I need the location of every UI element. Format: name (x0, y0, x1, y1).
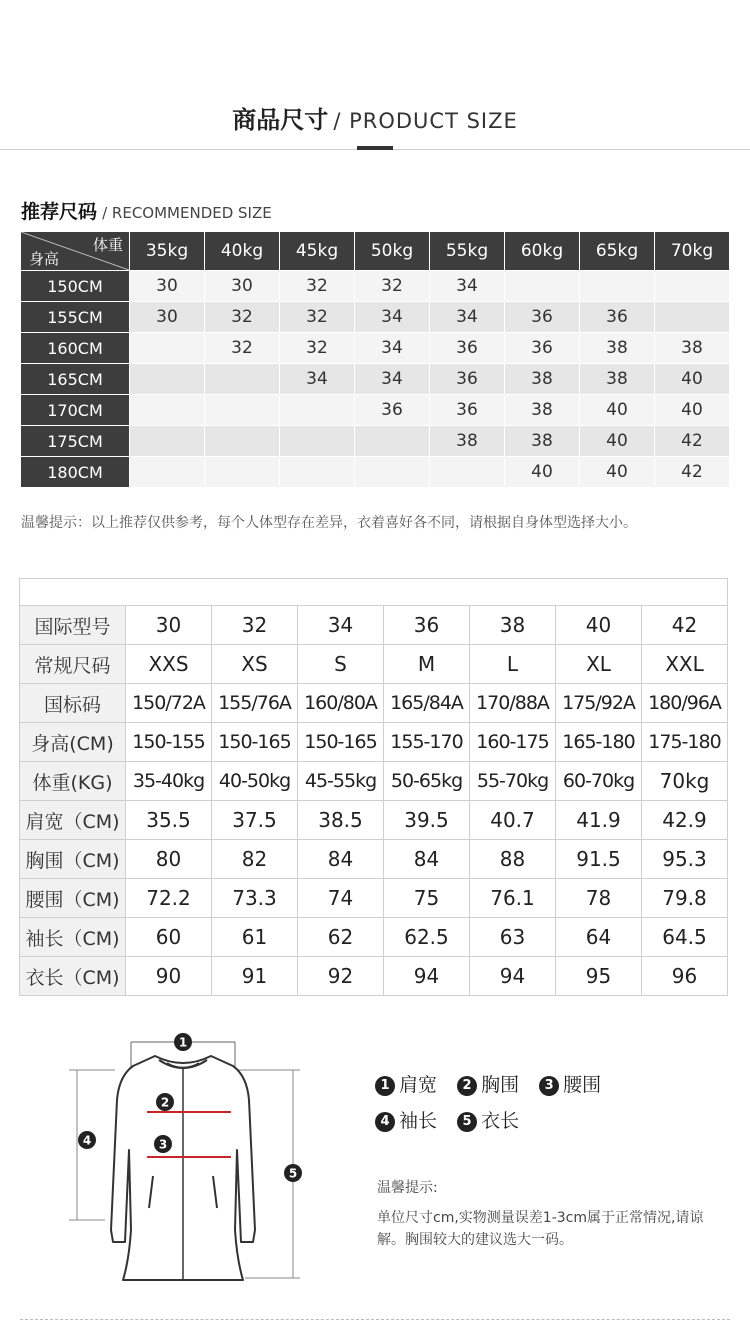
recommended-size-cell: 40 (655, 364, 730, 395)
marker-4-label: 4 (82, 1133, 92, 1148)
legend-num: 2 (457, 1076, 477, 1096)
recommended-size-cell (205, 426, 280, 457)
recommended-row (21, 364, 730, 395)
recommended-size-cell: 32 (280, 271, 355, 302)
size-row-label: 国际型号 (20, 606, 126, 645)
recommended-size-cell: 40 (580, 457, 655, 488)
legend-item-sleeve (375, 1103, 437, 1139)
size-value-cell: 35-40kg (126, 762, 212, 801)
measurement-note (377, 1177, 707, 1251)
recommended-size-cell: 32 (355, 271, 430, 302)
size-value-cell: 82 (212, 840, 298, 879)
size-value-cell: 150-155 (126, 723, 212, 762)
size-value-cell: 90 (126, 957, 212, 996)
recommended-size-cell: 40 (505, 457, 580, 488)
size-chart-table (19, 578, 728, 996)
header-title-en: / PRODUCT SIZE (333, 109, 518, 133)
recommended-row (21, 333, 730, 364)
size-value-cell: 170/88A (470, 684, 556, 723)
recommended-size-cell: 42 (655, 457, 730, 488)
size-value-cell: 70kg (642, 762, 728, 801)
size-value-cell: 150/72A (126, 684, 212, 723)
recommended-size-cell: 38 (430, 426, 505, 457)
recommended-size-cell: 38 (655, 333, 730, 364)
size-value-cell: 55-70kg (470, 762, 556, 801)
size-row (20, 918, 728, 957)
recommended-size-cell: 34 (430, 271, 505, 302)
recommended-title-zh: 推荐尺码 (21, 201, 98, 223)
recommended-size-cell (130, 426, 205, 457)
size-row (20, 645, 728, 684)
legend-label: 袖长 (399, 1110, 438, 1132)
recommended-row (21, 395, 730, 426)
weight-header-cell: 35kg (130, 232, 205, 271)
page-header (0, 100, 750, 135)
legend-num: 1 (375, 1076, 395, 1096)
recommended-size-cell (280, 426, 355, 457)
corner-height-label: 身高 (29, 250, 60, 268)
recommended-size-cell (130, 457, 205, 488)
size-value-cell: 64.5 (642, 918, 728, 957)
size-value-cell: 63 (470, 918, 556, 957)
recommended-size-cell: 38 (505, 426, 580, 457)
size-value-cell: 88 (470, 840, 556, 879)
height-header-cell: 165CM (21, 364, 130, 395)
legend-row-2 (375, 1103, 615, 1139)
corner-weight-label: 体重 (92, 236, 123, 254)
size-row (20, 684, 728, 723)
size-value-cell: 41.9 (556, 801, 642, 840)
recommended-size-cell: 36 (430, 395, 505, 426)
recommended-size-cell (130, 395, 205, 426)
recommended-size-cell (205, 457, 280, 488)
recommended-size-cell: 32 (205, 302, 280, 333)
recommended-size-cell (205, 395, 280, 426)
size-value-cell: 75 (384, 879, 470, 918)
recommended-size-cell: 36 (505, 302, 580, 333)
coat-measurement-diagram (55, 1030, 335, 1290)
recommended-row (21, 302, 730, 333)
recommended-size-cell (655, 271, 730, 302)
size-value-cell: 150-165 (298, 723, 384, 762)
recommended-size-cell (280, 395, 355, 426)
size-value-cell: 61 (212, 918, 298, 957)
weight-header-cell: 70kg (655, 232, 730, 271)
size-row-label: 胸围（CM) (20, 840, 126, 879)
recommended-size-cell: 34 (430, 302, 505, 333)
marker-3 (154, 1135, 172, 1153)
size-value-cell: 84 (298, 840, 384, 879)
recommended-size-cell: 36 (430, 333, 505, 364)
recommended-size-cell (655, 302, 730, 333)
size-value-cell: 95.3 (642, 840, 728, 879)
height-header-cell: 150CM (21, 271, 130, 302)
size-value-cell: 95 (556, 957, 642, 996)
measurement-legend (375, 1067, 615, 1139)
recommended-size-cell: 36 (430, 364, 505, 395)
size-value-cell: XL (556, 645, 642, 684)
size-row-label: 袖长（CM) (20, 918, 126, 957)
header-accent-bar (357, 146, 393, 150)
size-row-label: 衣长（CM) (20, 957, 126, 996)
size-value-cell: 160-175 (470, 723, 556, 762)
size-value-cell: 45-55kg (298, 762, 384, 801)
size-value-cell: 155/76A (212, 684, 298, 723)
recommended-size-cell: 30 (205, 271, 280, 302)
size-value-cell: 40.7 (470, 801, 556, 840)
marker-3-label: 3 (158, 1137, 168, 1152)
bottom-divider (20, 1319, 730, 1320)
size-value-cell: 180/96A (642, 684, 728, 723)
recommended-size-cell (130, 364, 205, 395)
size-value-cell: 42.9 (642, 801, 728, 840)
weight-header-cell: 55kg (430, 232, 505, 271)
note-body: 单位尺寸cm,实物测量误差1-3cm属于正常情况,请谅解。胸围较大的建议选大一码。 (377, 1210, 704, 1248)
size-value-cell: 72.2 (126, 879, 212, 918)
height-header-cell: 175CM (21, 426, 130, 457)
size-value-cell: 175/92A (556, 684, 642, 723)
size-value-cell: 50-65kg (384, 762, 470, 801)
height-header-cell: 155CM (21, 302, 130, 333)
recommended-size-cell (280, 457, 355, 488)
size-value-cell: 160/80A (298, 684, 384, 723)
marker-5-label: 5 (288, 1166, 298, 1181)
legend-row-1 (375, 1067, 615, 1103)
size-value-cell: 79.8 (642, 879, 728, 918)
marker-1 (174, 1033, 192, 1051)
marker-2-label: 2 (160, 1095, 170, 1110)
size-value-cell: 155-170 (384, 723, 470, 762)
legend-num: 5 (457, 1112, 477, 1132)
recommended-title (21, 197, 272, 224)
size-row-label: 肩宽（CM) (20, 801, 126, 840)
size-value-cell: 175-180 (642, 723, 728, 762)
marker-4 (78, 1131, 96, 1149)
size-row (20, 606, 728, 645)
size-value-cell: 91.5 (556, 840, 642, 879)
recommended-size-cell: 42 (655, 426, 730, 457)
height-header-cell: 180CM (21, 457, 130, 488)
recommended-size-cell: 36 (355, 395, 430, 426)
size-value-cell: 42 (642, 606, 728, 645)
legend-label: 胸围 (481, 1074, 520, 1096)
size-value-cell: 165/84A (384, 684, 470, 723)
recommended-size-cell: 34 (355, 364, 430, 395)
size-row (20, 762, 728, 801)
recommended-size-cell: 38 (580, 364, 655, 395)
size-row-label: 体重(KG) (20, 762, 126, 801)
size-value-cell: 36 (384, 606, 470, 645)
marker-2 (156, 1093, 174, 1111)
recommended-title-en: / RECOMMENDED SIZE (102, 204, 272, 222)
size-value-cell: 80 (126, 840, 212, 879)
size-blank-row (20, 579, 728, 606)
marker-1-label: 1 (178, 1035, 188, 1050)
recommended-size-cell: 30 (130, 271, 205, 302)
legend-label: 腰围 (563, 1074, 602, 1096)
size-blank-cell (20, 579, 728, 606)
size-value-cell: 62 (298, 918, 384, 957)
size-value-cell: S (298, 645, 384, 684)
height-header-cell: 160CM (21, 333, 130, 364)
marker-5 (284, 1164, 302, 1182)
recommended-size-cell: 40 (655, 395, 730, 426)
recommended-size-cell: 32 (280, 302, 355, 333)
recommended-row (21, 271, 730, 302)
recommended-size-cell (580, 271, 655, 302)
size-value-cell: 39.5 (384, 801, 470, 840)
size-value-cell: 73.3 (212, 879, 298, 918)
weight-header-cell: 40kg (205, 232, 280, 271)
recommended-size-cell: 34 (355, 333, 430, 364)
size-value-cell: 78 (556, 879, 642, 918)
recommended-size-table (21, 232, 730, 488)
size-row (20, 957, 728, 996)
recommended-size-cell (205, 364, 280, 395)
legend-num: 4 (375, 1112, 395, 1132)
size-value-cell: 91 (212, 957, 298, 996)
size-value-cell: 92 (298, 957, 384, 996)
recommended-size-cell: 32 (280, 333, 355, 364)
size-value-cell: 64 (556, 918, 642, 957)
weight-header-cell: 60kg (505, 232, 580, 271)
size-value-cell: 74 (298, 879, 384, 918)
size-value-cell: 60-70kg (556, 762, 642, 801)
legend-item-chest (457, 1067, 519, 1103)
recommended-row (21, 457, 730, 488)
size-row-label: 国标码 (20, 684, 126, 723)
size-row (20, 879, 728, 918)
size-value-cell: 165-180 (556, 723, 642, 762)
size-value-cell: 60 (126, 918, 212, 957)
size-value-cell: XXL (642, 645, 728, 684)
recommended-size-cell: 40 (580, 426, 655, 457)
size-value-cell: 76.1 (470, 879, 556, 918)
size-value-cell: 38.5 (298, 801, 384, 840)
recommended-size-cell (355, 426, 430, 457)
legend-label: 肩宽 (399, 1074, 438, 1096)
legend-item-waist (539, 1067, 601, 1103)
recommended-header-row (21, 232, 730, 271)
size-row-label: 腰围（CM) (20, 879, 126, 918)
recommended-size-cell: 36 (505, 333, 580, 364)
recommended-size-cell: 30 (130, 302, 205, 333)
size-value-cell: 96 (642, 957, 728, 996)
recommended-size-cell: 34 (355, 302, 430, 333)
size-value-cell: 40 (556, 606, 642, 645)
size-value-cell: 35.5 (126, 801, 212, 840)
size-value-cell: XS (212, 645, 298, 684)
size-row-label: 常规尺码 (20, 645, 126, 684)
size-value-cell: 150-165 (212, 723, 298, 762)
recommended-size-cell: 38 (505, 364, 580, 395)
size-value-cell: 84 (384, 840, 470, 879)
recommended-row (21, 426, 730, 457)
size-value-cell: 40-50kg (212, 762, 298, 801)
weight-header-cell: 45kg (280, 232, 355, 271)
recommended-size-cell: 32 (205, 333, 280, 364)
size-value-cell: XXS (126, 645, 212, 684)
coat-drawing (55, 1030, 335, 1290)
size-value-cell: 30 (126, 606, 212, 645)
size-value-cell: 37.5 (212, 801, 298, 840)
size-value-cell: L (470, 645, 556, 684)
size-value-cell: 32 (212, 606, 298, 645)
note-title: 温馨提示: (377, 1180, 438, 1196)
legend-label: 衣长 (481, 1110, 520, 1132)
size-row-label: 身高(CM) (20, 723, 126, 762)
recommended-size-cell: 38 (580, 333, 655, 364)
recommended-size-cell: 40 (580, 395, 655, 426)
weight-header-cell: 50kg (355, 232, 430, 271)
header-title-zh: 商品尺寸 (232, 106, 329, 134)
recommended-tip: 温馨提示：以上推荐仅供参考，每个人体型存在差异，衣着喜好各不同，请根据自身体型选择大小。 (21, 515, 637, 531)
legend-item-length (457, 1103, 519, 1139)
legend-item-shoulder (375, 1067, 437, 1103)
legend-num: 3 (539, 1076, 559, 1096)
weight-header-cell: 65kg (580, 232, 655, 271)
size-row (20, 801, 728, 840)
size-row (20, 723, 728, 762)
recommended-size-cell (505, 271, 580, 302)
size-value-cell: M (384, 645, 470, 684)
recommended-corner-cell (21, 232, 130, 271)
size-row (20, 840, 728, 879)
recommended-size-cell (130, 333, 205, 364)
recommended-size-cell: 34 (280, 364, 355, 395)
recommended-size-cell: 36 (580, 302, 655, 333)
recommended-size-cell (430, 457, 505, 488)
size-value-cell: 94 (384, 957, 470, 996)
recommended-size-cell: 38 (505, 395, 580, 426)
height-header-cell: 170CM (21, 395, 130, 426)
size-value-cell: 38 (470, 606, 556, 645)
recommended-size-cell (355, 457, 430, 488)
size-value-cell: 62.5 (384, 918, 470, 957)
size-value-cell: 94 (470, 957, 556, 996)
size-value-cell: 34 (298, 606, 384, 645)
